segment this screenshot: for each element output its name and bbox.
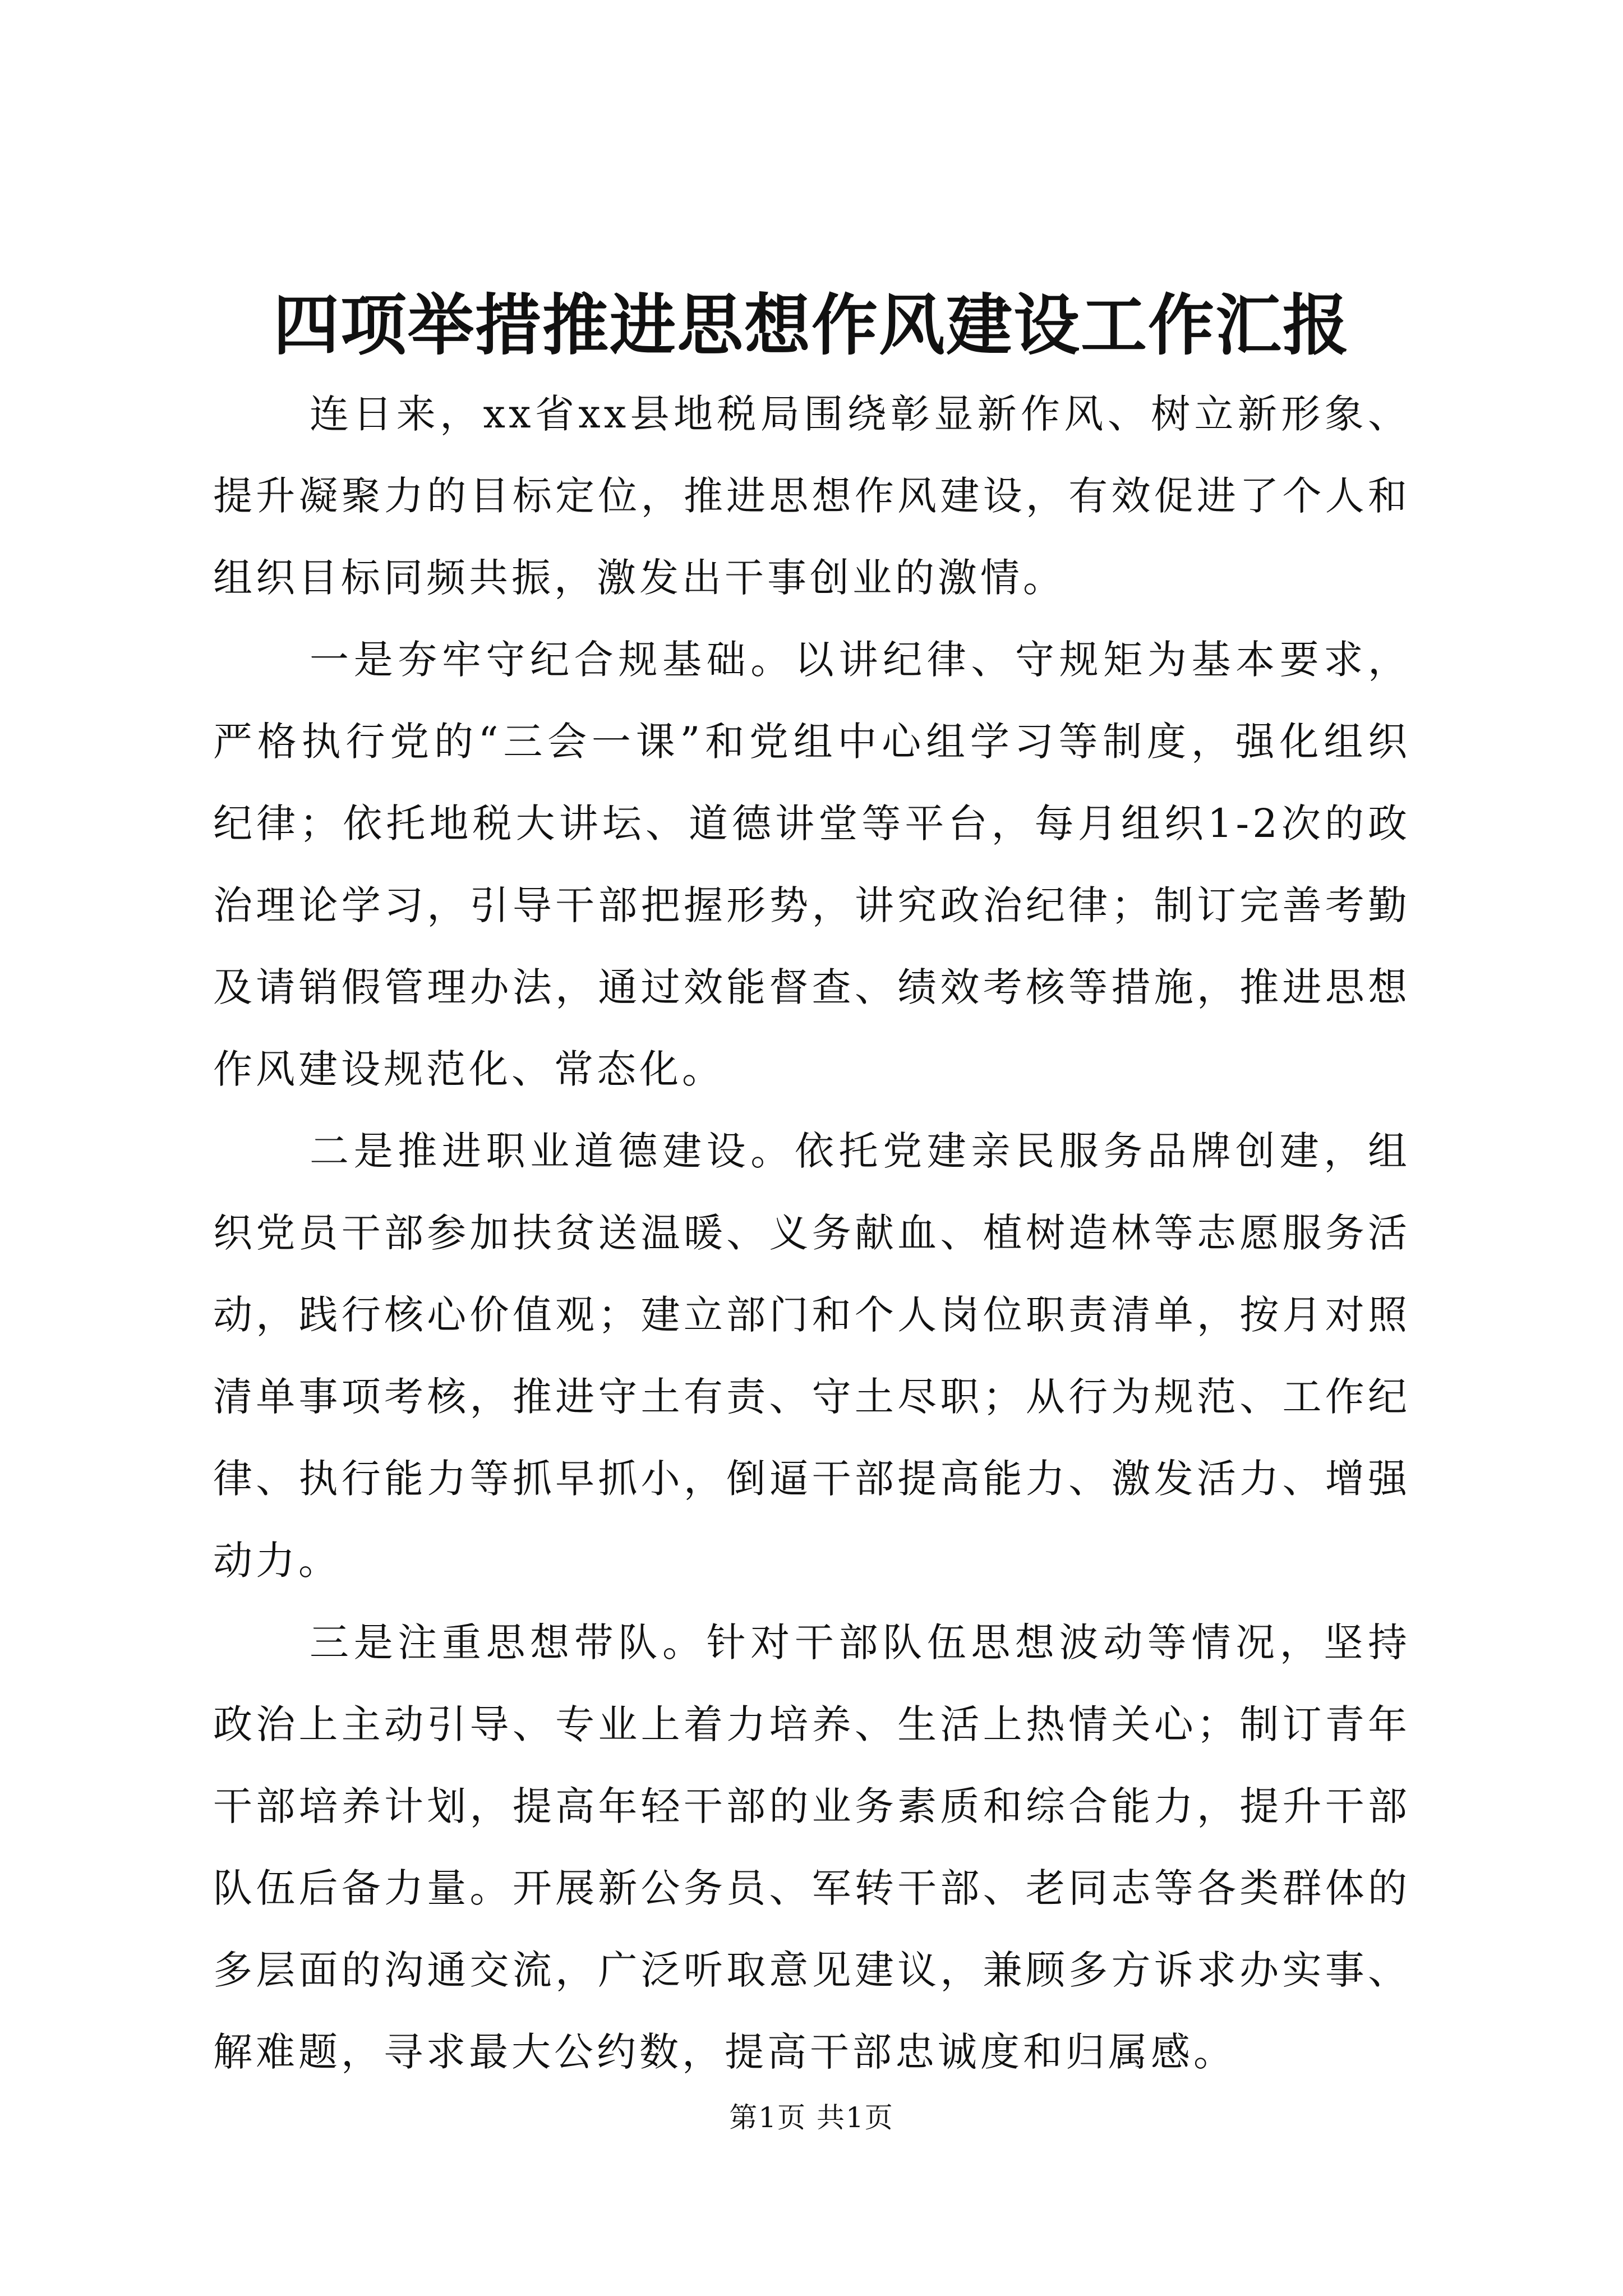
- paragraph-intro: 连日来，xx省xx县地税局围绕彰显新作风、树立新形象、提升凝聚力的目标定位，推进思想作风建设，有效促进了个人和组织目标同频共振，激发出干事创业的激情。: [213, 391, 1410, 601]
- paragraph-discipline: 一是夯牢守纪合规基础。以讲纪律、守规矩为基本要求，严格执行党的“三会一课”和党组中心组学习等制度，强化组织纪律；依托地税大讲坛、道德讲堂等平台，每月组织1-2次的政治理论学习，引导干部把握形势，讲究政治纪律；制订完善考勤及请销假管理办法，通过效能督查、绩效考核等措施，推进思想作风建设规范化、常态化。: [213, 637, 1410, 1092]
- document-body: [213, 373, 1410, 2093]
- paragraph-ideology: 三是注重思想带队。针对干部队伍思想波动等情况，坚持政治上主动引导、专业上着力培养、生活上热情关心；制订青年干部培养计划，提高年轻干部的业务素质和综合能力，提升干部队伍后备力量。开展新公务员、军转干部、老同志等各类群体的多层面的沟通交流，广泛听取意见建议，兼顾多方诉求办实事、解难题，寻求最大公约数，提高干部忠诚度和归属感。: [213, 1619, 1410, 2075]
- document-title: 四项举措推进思想作风建设工作汇报: [273, 286, 1350, 364]
- page-number-footer: 第1页 共1页: [729, 2101, 894, 2134]
- paragraph-ethics: 二是推进职业道德建设。依托党建亲民服务品牌创建，组织党员干部参加扶贫送温暖、义务献血、植树造林等志愿服务活动，践行核心价值观；建立部门和个人岗位职责清单，按月对照清单事项考核，推进守土有责、守土尽职；从行为规范、工作纪律、执行能力等抓早抓小，倒逼干部提高能力、激发活力、增强动力。: [213, 1128, 1410, 1584]
